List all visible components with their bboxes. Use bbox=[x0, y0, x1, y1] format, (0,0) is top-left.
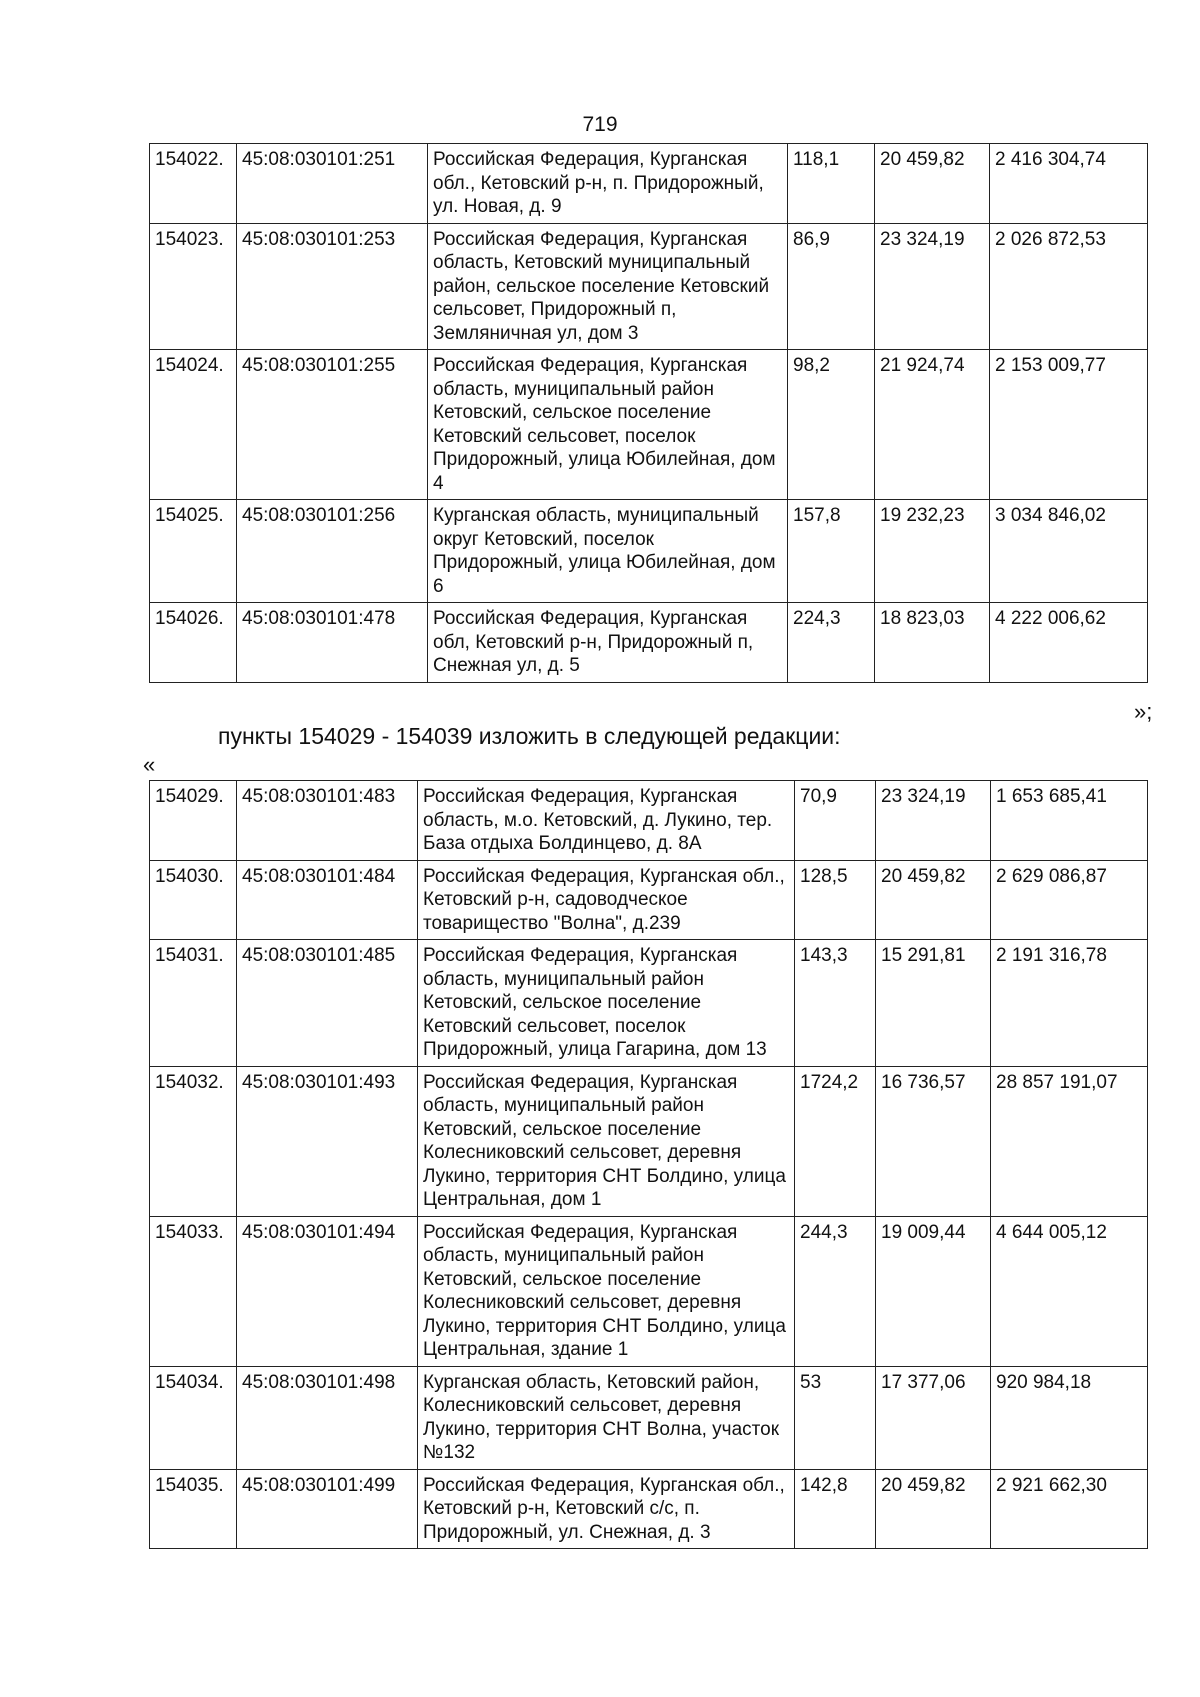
area-cell: 118,1 bbox=[788, 144, 875, 224]
unit-value-cell: 15 291,81 bbox=[876, 940, 991, 1067]
cadastral-number-cell: 45:08:030101:484 bbox=[237, 860, 418, 940]
table-row bbox=[150, 1066, 1148, 1216]
table-row bbox=[150, 940, 1148, 1067]
row-number-cell: 154023. bbox=[150, 223, 237, 350]
cadastral-value-cell: 2 026 872,53 bbox=[990, 223, 1148, 350]
row-number-cell: 154034. bbox=[150, 1366, 237, 1469]
unit-value-cell: 18 823,03 bbox=[875, 603, 990, 683]
address-cell: Российская Федерация, Курганская область, Кетовский муниципальный район, сельское поселение Кетовский сельсовет, Придорожный п, Земляничная ул, дом 3 bbox=[428, 223, 788, 350]
cadastral-value-cell: 2 416 304,74 bbox=[990, 144, 1148, 224]
address-cell: Курганская область, муниципальный округ Кетовский, поселок Придорожный, улица Юбилейная, дом 6 bbox=[428, 500, 788, 603]
area-cell: 53 bbox=[795, 1366, 876, 1469]
cadastral-number-cell: 45:08:030101:251 bbox=[237, 144, 428, 224]
area-cell: 244,3 bbox=[795, 1216, 876, 1366]
row-number-cell: 154026. bbox=[150, 603, 237, 683]
table-row bbox=[150, 781, 1148, 861]
cadastral-number-cell: 45:08:030101:255 bbox=[237, 350, 428, 500]
page-number: 719 bbox=[582, 113, 618, 136]
cadastral-value-cell: 3 034 846,02 bbox=[990, 500, 1148, 603]
row-number-cell: 154030. bbox=[150, 860, 237, 940]
row-number-cell: 154025. bbox=[150, 500, 237, 603]
cadastral-value-cell: 2 629 086,87 bbox=[991, 860, 1148, 940]
closing-quote: »; bbox=[1134, 699, 1153, 724]
row-number-cell: 154022. bbox=[150, 144, 237, 224]
area-cell: 128,5 bbox=[795, 860, 876, 940]
unit-value-cell: 20 459,82 bbox=[876, 860, 991, 940]
table-row bbox=[150, 1366, 1148, 1469]
cadastral-number-cell: 45:08:030101:256 bbox=[237, 500, 428, 603]
cadastral-number-cell: 45:08:030101:498 bbox=[237, 1366, 418, 1469]
table-row bbox=[150, 860, 1148, 940]
unit-value-cell: 20 459,82 bbox=[875, 144, 990, 224]
table-row bbox=[150, 1216, 1148, 1366]
unit-value-cell: 17 377,06 bbox=[876, 1366, 991, 1469]
area-cell: 86,9 bbox=[788, 223, 875, 350]
address-cell: Российская Федерация, Курганская область, муниципальный район Кетовский, сельское поселение Колесниковский сельсовет, деревня Лукино, территория СНТ Болдино, улица Центральная, дом 1 bbox=[418, 1066, 795, 1216]
address-cell: Курганская область, Кетовский район, Колесниковский сельсовет, деревня Лукино, территория СНТ Волна, участок №132 bbox=[418, 1366, 795, 1469]
cadastral-number-cell: 45:08:030101:253 bbox=[237, 223, 428, 350]
address-cell: Российская Федерация, Курганская обл, Кетовский р-н, Придорожный п, Снежная ул, д. 5 bbox=[428, 603, 788, 683]
cadastral-value-cell: 1 653 685,41 bbox=[991, 781, 1148, 861]
table-row bbox=[150, 500, 1148, 603]
table-row bbox=[150, 603, 1148, 683]
unit-value-cell: 23 324,19 bbox=[875, 223, 990, 350]
address-cell: Российская Федерация, Курганская обл., Кетовский р-н, садоводческое товарищество "Волна", д.239 bbox=[418, 860, 795, 940]
amendment-instruction: пункты 154029 - 154039 изложить в следующей редакции: bbox=[218, 723, 841, 749]
area-cell: 70,9 bbox=[795, 781, 876, 861]
unit-value-cell: 19 009,44 bbox=[876, 1216, 991, 1366]
area-cell: 1724,2 bbox=[795, 1066, 876, 1216]
row-number-cell: 154024. bbox=[150, 350, 237, 500]
cadastral-value-cell: 2 153 009,77 bbox=[990, 350, 1148, 500]
row-number-cell: 154033. bbox=[150, 1216, 237, 1366]
table-row bbox=[150, 144, 1148, 224]
table-row bbox=[150, 350, 1148, 500]
address-cell: Российская Федерация, Курганская область, муниципальный район Кетовский, сельское поселение Кетовский сельсовет, поселок Придорожный, улица Гагарина, дом 13 bbox=[418, 940, 795, 1067]
row-number-cell: 154035. bbox=[150, 1469, 237, 1549]
table-row bbox=[150, 1469, 1148, 1549]
cadastral-value-cell: 4 222 006,62 bbox=[990, 603, 1148, 683]
address-cell: Российская Федерация, Курганская область, м.о. Кетовский, д. Лукино, тер. База отдыха Болдинцево, д. 8А bbox=[418, 781, 795, 861]
row-number-cell: 154031. bbox=[150, 940, 237, 1067]
area-cell: 224,3 bbox=[788, 603, 875, 683]
table-row bbox=[150, 223, 1148, 350]
area-cell: 98,2 bbox=[788, 350, 875, 500]
cadastral-value-cell: 28 857 191,07 bbox=[991, 1066, 1148, 1216]
cadastral-number-cell: 45:08:030101:478 bbox=[237, 603, 428, 683]
address-cell: Российская Федерация, Курганская область, муниципальный район Кетовский, сельское поселение Кетовский сельсовет, поселок Придорожный, улица Юбилейная, дом 4 bbox=[428, 350, 788, 500]
unit-value-cell: 21 924,74 bbox=[875, 350, 990, 500]
address-cell: Российская Федерация, Курганская обл., Кетовский р-н, п. Придорожный, ул. Новая, д. 9 bbox=[428, 144, 788, 224]
row-number-cell: 154032. bbox=[150, 1066, 237, 1216]
area-cell: 142,8 bbox=[795, 1469, 876, 1549]
unit-value-cell: 19 232,23 bbox=[875, 500, 990, 603]
cadastral-value-cell: 920 984,18 bbox=[991, 1366, 1148, 1469]
cadastral-value-cell: 4 644 005,12 bbox=[991, 1216, 1148, 1366]
cadastral-value-cell: 2 921 662,30 bbox=[991, 1469, 1148, 1549]
cadastral-value-cell: 2 191 316,78 bbox=[991, 940, 1148, 1067]
cadastral-number-cell: 45:08:030101:499 bbox=[237, 1469, 418, 1549]
cadastral-number-cell: 45:08:030101:494 bbox=[237, 1216, 418, 1366]
opening-quote: « bbox=[143, 752, 156, 777]
cadastral-number-cell: 45:08:030101:493 bbox=[237, 1066, 418, 1216]
unit-value-cell: 20 459,82 bbox=[876, 1469, 991, 1549]
area-cell: 143,3 bbox=[795, 940, 876, 1067]
address-cell: Российская Федерация, Курганская обл., Кетовский р-н, Кетовский с/с, п. Придорожный, ул. Снежная, д. 3 bbox=[418, 1469, 795, 1549]
row-number-cell: 154029. bbox=[150, 781, 237, 861]
area-cell: 157,8 bbox=[788, 500, 875, 603]
unit-value-cell: 16 736,57 bbox=[876, 1066, 991, 1216]
address-cell: Российская Федерация, Курганская область, муниципальный район Кетовский, сельское поселение Колесниковский сельсовет, деревня Лукино, территория СНТ Болдино, улица Центральная, здание 1 bbox=[418, 1216, 795, 1366]
cadastral-number-cell: 45:08:030101:485 bbox=[237, 940, 418, 1067]
cadastral-number-cell: 45:08:030101:483 bbox=[237, 781, 418, 861]
registry-table-1 bbox=[149, 143, 1148, 683]
registry-table-2 bbox=[149, 780, 1148, 1549]
unit-value-cell: 23 324,19 bbox=[876, 781, 991, 861]
